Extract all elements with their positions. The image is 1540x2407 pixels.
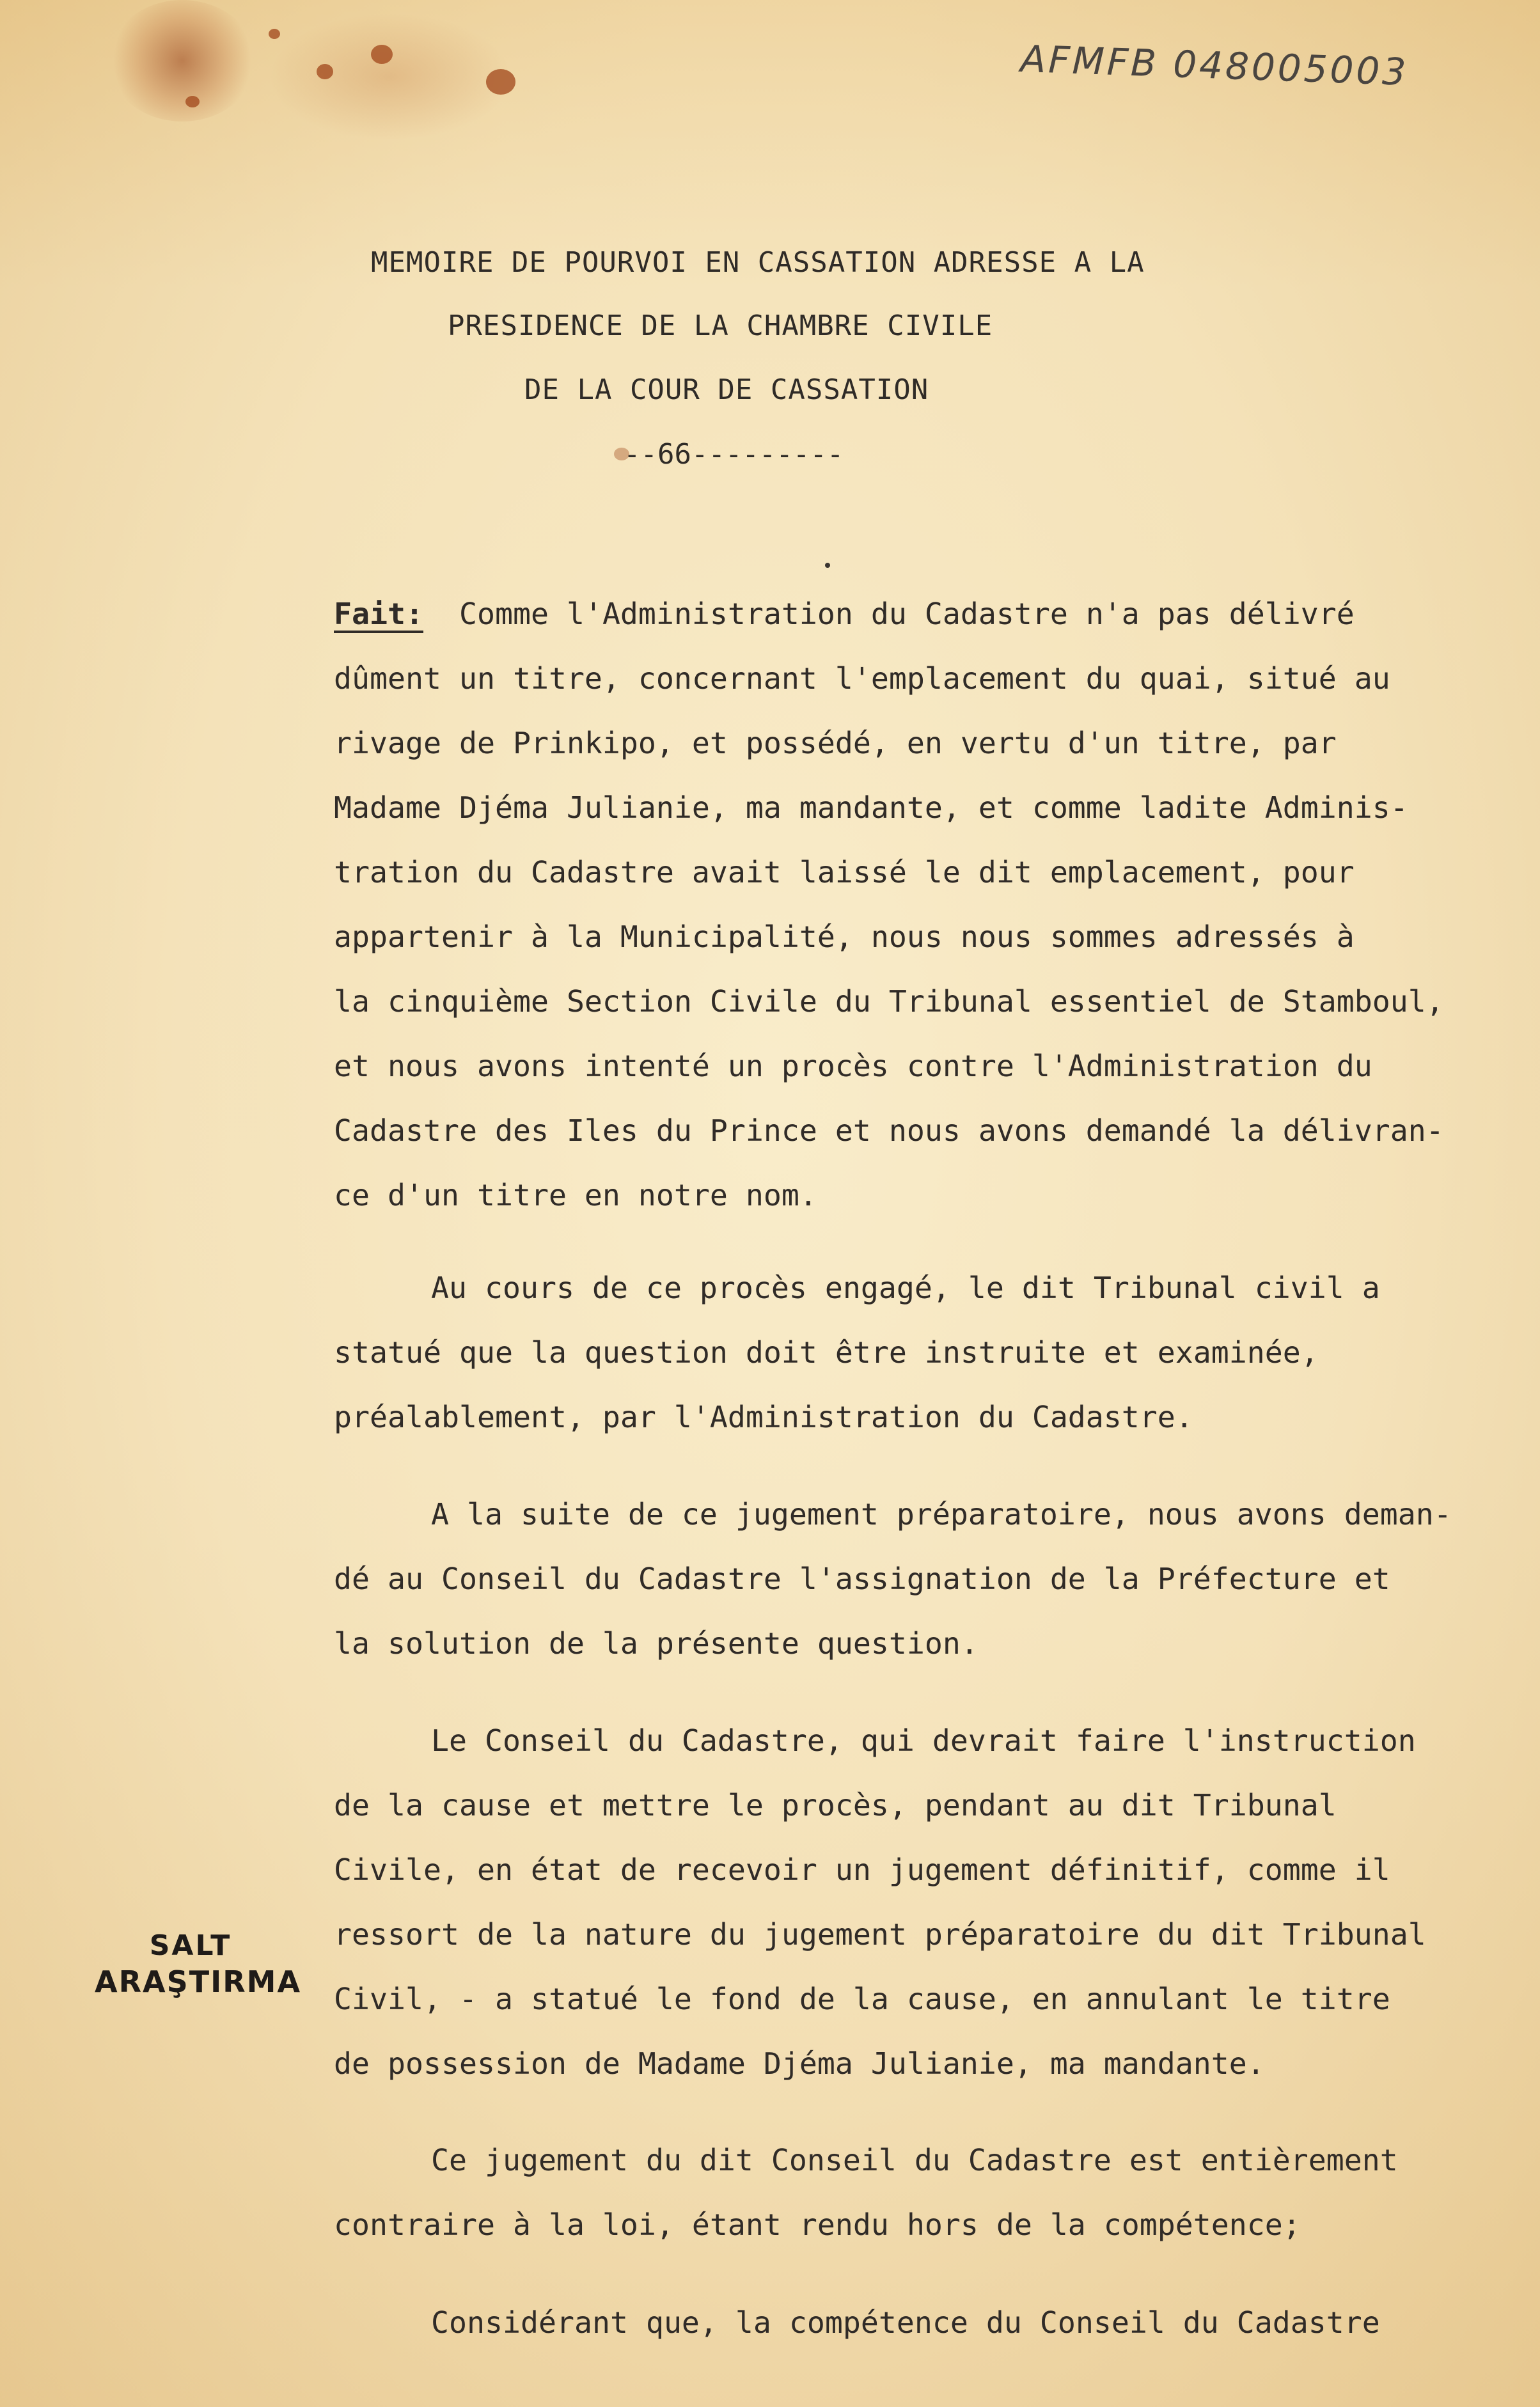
rust-stain: [109, 0, 256, 122]
archive-stamp: [95, 1928, 302, 2011]
text-line: Ce jugement du dit Conseil du Cadastre est entièrement: [431, 2143, 1398, 2177]
text-line: Cadastre des Iles du Prince et nous avons demandé la délivran-: [334, 1113, 1444, 1148]
paragraph-2: [334, 1256, 1511, 1450]
paper-discoloration: [269, 13, 512, 141]
text-line: dûment un titre, concernant l'emplacement du quai, situé au: [334, 661, 1390, 696]
fait-label: Fait:: [334, 597, 423, 631]
stain-spot: [486, 69, 515, 95]
ink-dot: [825, 563, 830, 568]
stamp-line-1: SALT: [149, 1929, 232, 1962]
text-line: la cinquième Section Civile du Tribunal essentiel de Stamboul,: [334, 984, 1444, 1019]
text-line: Au cours de ce procès engagé, le dit Tribunal civil a: [431, 1271, 1380, 1305]
text-line: de la cause et mettre le procès, pendant au dit Tribunal: [334, 1788, 1337, 1823]
text-line: la solution de la présente question.: [334, 1626, 978, 1661]
text-line: Civile, en état de recevoir un jugement définitif, comme il: [334, 1853, 1390, 1887]
archive-reference-number: AFMFB 048005003: [1019, 36, 1410, 94]
paragraph-fait: [334, 582, 1511, 1228]
stain-spot: [317, 64, 333, 79]
text-line-content: Comme l'Administration du Cadastre n'a pas délivré: [423, 597, 1355, 631]
text-line: A la suite de ce jugement préparatoire, nous avons deman-: [431, 1497, 1452, 1532]
stain-spot: [269, 29, 280, 39]
title-separator: --66---------: [624, 438, 844, 471]
text-line: de possession de Madame Djéma Julianie, ma mandante.: [334, 2046, 1265, 2081]
text-line: Le Conseil du Cadastre, qui devrait faire l'instruction: [431, 1723, 1416, 1758]
text-line: et nous avons intenté un procès contre l'Administration du: [334, 1049, 1372, 1083]
text-line: Madame Djéma Julianie, ma mandante, et comme ladite Adminis-: [334, 790, 1408, 825]
text-line: Civil, - a statué le fond de la cause, en annulant le titre: [334, 1982, 1390, 2016]
text-line: statué que la question doit être instruite et examinée,: [334, 1335, 1319, 1370]
text-line: Considérant que, la compétence du Conseil du Cadastre: [431, 2305, 1380, 2340]
paragraph-3: [334, 1482, 1511, 1676]
paragraph-6: [334, 2291, 1511, 2355]
text-line: [334, 582, 1511, 647]
title-line-3: DE LA COUR DE CASSATION: [524, 373, 929, 406]
paragraph-5: [334, 2128, 1511, 2257]
stamp-line-2: ARAŞTIRMA: [95, 1964, 302, 1999]
text-line: appartenir à la Municipalité, nous nous sommes adressés à: [334, 920, 1355, 954]
text-line: contraire à la loi, étant rendu hors de la compétence;: [334, 2207, 1301, 2242]
text-line: ressort de la nature du jugement préparatoire du dit Tribunal: [334, 1917, 1426, 1952]
text-line: ce d'un titre en notre nom.: [334, 1178, 817, 1212]
text-line: rivage de Prinkipo, et possédé, en vertu d'un titre, par: [334, 726, 1337, 760]
text-line: dé au Conseil du Cadastre l'assignation de la Préfecture et: [334, 1562, 1390, 1596]
title-line-1: MEMOIRE DE POURVOI EN CASSATION ADRESSE A LA: [371, 246, 1145, 279]
text-line: tration du Cadastre avait laissé le dit emplacement, pour: [334, 855, 1355, 890]
stain-spot: [371, 45, 393, 64]
title-line-2: PRESIDENCE DE LA CHAMBRE CIVILE: [448, 310, 993, 342]
stain-spot: [185, 96, 200, 107]
text-line: préalablement, par l'Administration du Cadastre.: [334, 1400, 1193, 1434]
paragraph-4: [334, 1709, 1511, 2096]
